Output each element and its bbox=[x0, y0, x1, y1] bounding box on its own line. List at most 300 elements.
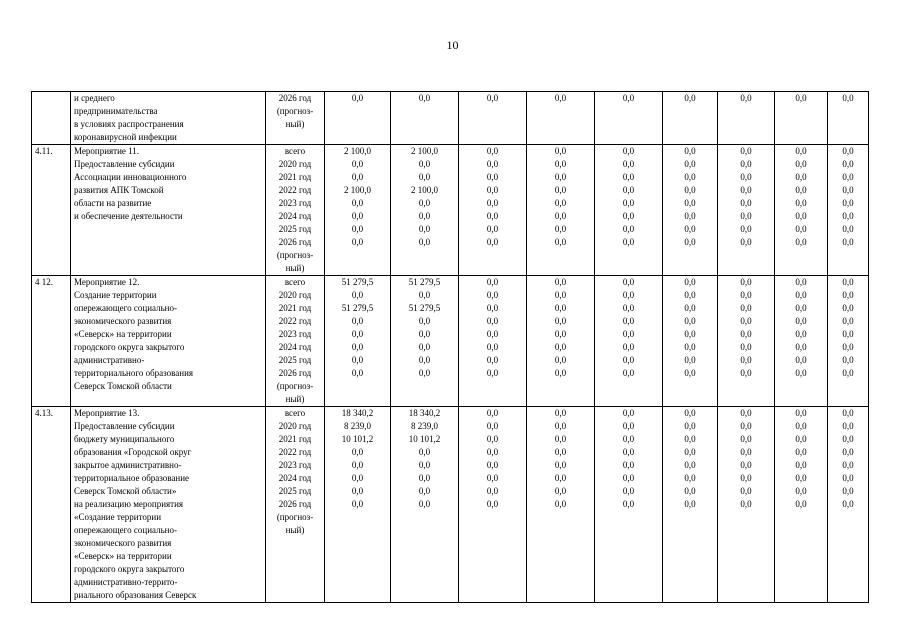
value: 0,0 bbox=[418, 237, 431, 247]
value-cell bbox=[775, 145, 828, 276]
value-cell bbox=[663, 145, 718, 276]
value: 0,0 bbox=[554, 460, 567, 470]
value-cell bbox=[775, 407, 828, 603]
value: 0,0 bbox=[486, 316, 499, 326]
value: 0,0 bbox=[486, 198, 499, 208]
value: 0,0 bbox=[486, 159, 499, 169]
value: 0,0 bbox=[418, 316, 431, 326]
spacer bbox=[828, 393, 868, 406]
value: 0,0 bbox=[622, 408, 635, 418]
value: 0,0 bbox=[795, 486, 807, 496]
spacer bbox=[718, 380, 774, 393]
value: 0,0 bbox=[740, 224, 752, 234]
value: 0,0 bbox=[418, 460, 431, 470]
value-cell bbox=[718, 145, 775, 276]
value: 0,0 bbox=[795, 499, 807, 509]
value: 0,0 bbox=[486, 329, 499, 339]
value: 0,0 bbox=[622, 303, 635, 313]
spacer bbox=[391, 511, 458, 524]
item-name-line: Северск Томской области bbox=[74, 381, 172, 391]
period-label: всего bbox=[284, 277, 306, 287]
value: 0,0 bbox=[418, 198, 431, 208]
value: 0,0 bbox=[554, 499, 567, 509]
value: 0,0 bbox=[795, 329, 807, 339]
period-label: всего bbox=[284, 408, 306, 418]
value: 0,0 bbox=[486, 434, 499, 444]
item-name-line: Мероприятие 11. bbox=[74, 146, 140, 156]
value: 0,0 bbox=[795, 146, 807, 156]
value: 0,0 bbox=[842, 303, 854, 313]
spacer bbox=[459, 524, 526, 537]
value: 0,0 bbox=[795, 460, 807, 470]
value: 0,0 bbox=[842, 460, 854, 470]
value: 0,0 bbox=[622, 460, 635, 470]
value: 0,0 bbox=[554, 342, 567, 352]
value-cell bbox=[527, 92, 595, 145]
value: 0,0 bbox=[418, 368, 431, 378]
value: 0,0 bbox=[740, 146, 752, 156]
value-cell bbox=[527, 276, 595, 407]
value: 0,0 bbox=[740, 434, 752, 444]
value: 0,0 bbox=[740, 198, 752, 208]
period-label: 2026 год bbox=[278, 93, 312, 103]
value: 0,0 bbox=[684, 237, 696, 247]
value: 0,0 bbox=[842, 329, 854, 339]
value: 0,0 bbox=[486, 421, 499, 431]
spacer bbox=[527, 118, 594, 131]
value: 0,0 bbox=[842, 434, 854, 444]
item-name-line: риального образования Северск bbox=[74, 590, 197, 600]
value: 0,0 bbox=[684, 329, 696, 339]
value: 0,0 bbox=[684, 303, 696, 313]
value: 0,0 bbox=[486, 224, 499, 234]
item-name-line: административно-террито- bbox=[74, 577, 178, 587]
value: 0,0 bbox=[795, 447, 807, 457]
period-label: 2026 год bbox=[278, 368, 312, 378]
period-label: 2020 год bbox=[278, 159, 312, 169]
value-cell bbox=[828, 407, 869, 603]
item-name-line: закрытое административно- bbox=[74, 460, 182, 470]
value-cell bbox=[828, 92, 869, 145]
value: 0,0 bbox=[740, 486, 752, 496]
budget-table bbox=[31, 91, 869, 603]
value: 0,0 bbox=[418, 329, 431, 339]
value: 0,0 bbox=[622, 237, 635, 247]
period-label: (прогноз- bbox=[276, 106, 314, 116]
value-cell bbox=[527, 145, 595, 276]
value: 0,0 bbox=[418, 224, 431, 234]
spacer bbox=[775, 262, 827, 275]
period-label: ный) bbox=[285, 394, 305, 404]
value: 0,0 bbox=[554, 290, 567, 300]
value: 0,0 bbox=[554, 473, 567, 483]
value: 0,0 bbox=[554, 434, 567, 444]
value: 0,0 bbox=[740, 355, 752, 365]
item-name-line: на реализацию мероприятия bbox=[74, 499, 184, 509]
value: 0,0 bbox=[842, 342, 854, 352]
value: 0,0 bbox=[795, 93, 807, 103]
period-label: 2020 год bbox=[278, 421, 312, 431]
value: 51 279,5 bbox=[341, 303, 374, 313]
value-cell bbox=[325, 407, 391, 603]
spacer bbox=[459, 118, 526, 131]
spacer bbox=[527, 105, 594, 118]
period-label: 2022 год bbox=[278, 185, 312, 195]
item-name-line: опережающего социально- bbox=[74, 303, 177, 313]
item-name-line: образования «Городской округ bbox=[74, 447, 192, 457]
value: 0,0 bbox=[622, 277, 635, 287]
period-label: (прогноз- bbox=[276, 512, 314, 522]
value: 0,0 bbox=[684, 146, 696, 156]
value: 0,0 bbox=[351, 316, 364, 326]
value: 0,0 bbox=[351, 368, 364, 378]
item-name-line: и обеспечение деятельности bbox=[74, 211, 183, 221]
spacer bbox=[595, 249, 662, 262]
value: 0,0 bbox=[351, 486, 364, 496]
item-name-line: опережающего социально- bbox=[74, 525, 177, 535]
item-name-line: «Создание территории bbox=[74, 512, 162, 522]
value-cell bbox=[663, 407, 718, 603]
value: 0,0 bbox=[795, 316, 807, 326]
spacer bbox=[775, 511, 827, 524]
value: 10 101,2 bbox=[341, 434, 374, 444]
spacer bbox=[391, 118, 458, 131]
value: 2 100,0 bbox=[344, 146, 371, 156]
value-cell bbox=[391, 407, 459, 603]
value: 0,0 bbox=[842, 211, 854, 221]
spacer bbox=[595, 393, 662, 406]
spacer bbox=[718, 511, 774, 524]
item-name-line: развития АПК Томской bbox=[74, 185, 164, 195]
value: 0,0 bbox=[418, 93, 431, 103]
value: 0,0 bbox=[351, 499, 364, 509]
value: 0,0 bbox=[418, 290, 431, 300]
item-name-line: территориального образования bbox=[74, 368, 194, 378]
item-name-line: области на развитие bbox=[74, 198, 152, 208]
spacer bbox=[459, 105, 526, 118]
value: 0,0 bbox=[842, 146, 854, 156]
page-number: 10 bbox=[446, 38, 459, 52]
item-number: 4.13. bbox=[32, 407, 71, 603]
item-name-line: предпринимательства bbox=[74, 106, 158, 116]
value: 0,0 bbox=[418, 499, 431, 509]
item-name-line: Ассоциации инновационного bbox=[74, 172, 187, 182]
value: 0,0 bbox=[740, 237, 752, 247]
value: 0,0 bbox=[842, 198, 854, 208]
value-cell bbox=[775, 276, 828, 407]
item-name-line: Предоставление субсидии bbox=[74, 159, 175, 169]
value-cell bbox=[775, 92, 828, 145]
period-cell bbox=[266, 407, 325, 603]
item-name-line: Создание территории bbox=[74, 290, 157, 300]
value: 0,0 bbox=[622, 93, 635, 103]
value: 51 279,5 bbox=[341, 277, 374, 287]
spacer bbox=[828, 105, 868, 118]
spacer bbox=[459, 393, 526, 406]
value: 0,0 bbox=[622, 355, 635, 365]
value-cell bbox=[718, 407, 775, 603]
period-label: 2023 год bbox=[278, 329, 312, 339]
value: 8 239,0 bbox=[411, 421, 438, 431]
item-name-line: «Северск» на территории bbox=[74, 329, 172, 339]
period-label: 2020 год bbox=[278, 290, 312, 300]
value: 0,0 bbox=[486, 290, 499, 300]
period-label: 2025 год bbox=[278, 486, 312, 496]
period-label: 2025 год bbox=[278, 224, 312, 234]
value: 0,0 bbox=[842, 421, 854, 431]
value: 0,0 bbox=[684, 277, 696, 287]
value: 0,0 bbox=[684, 185, 696, 195]
spacer bbox=[325, 393, 390, 406]
value: 0,0 bbox=[554, 368, 567, 378]
value: 0,0 bbox=[740, 499, 752, 509]
value: 0,0 bbox=[486, 355, 499, 365]
value: 0,0 bbox=[842, 185, 854, 195]
value: 0,0 bbox=[795, 172, 807, 182]
value: 0,0 bbox=[554, 303, 567, 313]
item-name-line: коронавирусной инфекции bbox=[74, 132, 177, 142]
value: 0,0 bbox=[486, 303, 499, 313]
value: 0,0 bbox=[486, 499, 499, 509]
item-name-line: Северск Томской области» bbox=[74, 486, 177, 496]
value: 0,0 bbox=[740, 172, 752, 182]
spacer bbox=[325, 262, 390, 275]
spacer bbox=[663, 262, 717, 275]
spacer bbox=[325, 511, 390, 524]
spacer bbox=[595, 118, 662, 131]
value: 0,0 bbox=[622, 172, 635, 182]
value: 0,0 bbox=[684, 447, 696, 457]
value: 0,0 bbox=[351, 290, 364, 300]
value: 0,0 bbox=[740, 460, 752, 470]
value: 0,0 bbox=[795, 408, 807, 418]
value-cell bbox=[391, 276, 459, 407]
table-row bbox=[32, 92, 869, 145]
item-name-line: бюджету муниципального bbox=[74, 434, 175, 444]
value: 0,0 bbox=[418, 447, 431, 457]
value: 0,0 bbox=[842, 237, 854, 247]
value: 0,0 bbox=[740, 329, 752, 339]
value: 0,0 bbox=[684, 408, 696, 418]
period-label: ный) bbox=[285, 263, 305, 273]
value: 0,0 bbox=[486, 93, 499, 103]
period-label: 2024 год bbox=[278, 342, 312, 352]
spacer bbox=[775, 249, 827, 262]
value: 0,0 bbox=[795, 368, 807, 378]
value: 0,0 bbox=[684, 421, 696, 431]
value: 0,0 bbox=[351, 329, 364, 339]
spacer bbox=[325, 249, 390, 262]
value-cell bbox=[325, 276, 391, 407]
spacer bbox=[459, 262, 526, 275]
value-cell bbox=[718, 276, 775, 407]
period-label: (прогноз- bbox=[276, 250, 314, 260]
value: 0,0 bbox=[684, 211, 696, 221]
value: 0,0 bbox=[622, 473, 635, 483]
period-label: 2022 год bbox=[278, 447, 312, 457]
spacer bbox=[391, 105, 458, 118]
value: 0,0 bbox=[351, 447, 364, 457]
item-name-line: и среднего bbox=[74, 93, 115, 103]
value: 0,0 bbox=[795, 277, 807, 287]
value: 0,0 bbox=[795, 185, 807, 195]
period-label: (прогноз- bbox=[276, 381, 314, 391]
value: 0,0 bbox=[351, 224, 364, 234]
value: 0,0 bbox=[554, 355, 567, 365]
spacer bbox=[828, 249, 868, 262]
spacer bbox=[828, 262, 868, 275]
spacer bbox=[459, 249, 526, 262]
period-cell bbox=[266, 276, 325, 407]
spacer bbox=[718, 524, 774, 537]
value: 0,0 bbox=[622, 159, 635, 169]
value: 0,0 bbox=[740, 421, 752, 431]
value: 0,0 bbox=[842, 408, 854, 418]
item-number: 4 12. bbox=[32, 276, 71, 407]
value-cell bbox=[459, 145, 527, 276]
spacer bbox=[527, 249, 594, 262]
value: 0,0 bbox=[351, 342, 364, 352]
value: 0,0 bbox=[740, 408, 752, 418]
period-label: 2024 год bbox=[278, 473, 312, 483]
spacer bbox=[325, 380, 390, 393]
value: 0,0 bbox=[622, 421, 635, 431]
value: 0,0 bbox=[684, 198, 696, 208]
spacer bbox=[595, 511, 662, 524]
value: 0,0 bbox=[684, 224, 696, 234]
period-cell bbox=[266, 92, 325, 145]
value: 0,0 bbox=[554, 224, 567, 234]
value: 0,0 bbox=[684, 368, 696, 378]
value: 0,0 bbox=[486, 486, 499, 496]
value: 2 100,0 bbox=[411, 146, 438, 156]
value: 0,0 bbox=[351, 473, 364, 483]
value-cell bbox=[459, 407, 527, 603]
value: 0,0 bbox=[351, 159, 364, 169]
item-name-line: экономического развития bbox=[74, 538, 172, 548]
value: 0,0 bbox=[486, 473, 499, 483]
value: 0,0 bbox=[842, 355, 854, 365]
spacer bbox=[663, 524, 717, 537]
value: 0,0 bbox=[351, 172, 364, 182]
value: 0,0 bbox=[842, 172, 854, 182]
value: 0,0 bbox=[486, 460, 499, 470]
value: 0,0 bbox=[740, 93, 752, 103]
value: 51 279,5 bbox=[408, 303, 441, 313]
spacer bbox=[828, 524, 868, 537]
item-name bbox=[71, 92, 266, 145]
value: 0,0 bbox=[351, 237, 364, 247]
value: 0,0 bbox=[684, 473, 696, 483]
value: 0,0 bbox=[795, 159, 807, 169]
value: 0,0 bbox=[554, 172, 567, 182]
value-cell bbox=[595, 145, 663, 276]
spacer bbox=[325, 105, 390, 118]
spacer bbox=[527, 393, 594, 406]
spacer bbox=[718, 105, 774, 118]
spacer bbox=[718, 249, 774, 262]
value: 0,0 bbox=[842, 224, 854, 234]
value: 0,0 bbox=[740, 316, 752, 326]
table-row bbox=[32, 145, 869, 276]
value: 0,0 bbox=[554, 185, 567, 195]
value: 0,0 bbox=[795, 198, 807, 208]
spacer bbox=[663, 249, 717, 262]
value-cell bbox=[595, 407, 663, 603]
value: 18 340,2 bbox=[408, 408, 441, 418]
item-name-line: административно- bbox=[74, 355, 145, 365]
value: 0,0 bbox=[842, 93, 854, 103]
value-cell bbox=[391, 145, 459, 276]
value: 0,0 bbox=[418, 342, 431, 352]
value: 0,0 bbox=[842, 473, 854, 483]
spacer bbox=[391, 393, 458, 406]
value: 0,0 bbox=[554, 198, 567, 208]
value: 0,0 bbox=[684, 159, 696, 169]
value: 0,0 bbox=[486, 408, 499, 418]
spacer bbox=[595, 524, 662, 537]
value: 0,0 bbox=[554, 486, 567, 496]
period-label: 2021 год bbox=[278, 303, 312, 313]
period-label: ный) bbox=[285, 525, 305, 535]
item-name-line: городского округа закрытого bbox=[74, 342, 185, 352]
spacer bbox=[663, 380, 717, 393]
value: 0,0 bbox=[622, 486, 635, 496]
value: 8 239,0 bbox=[344, 421, 371, 431]
value-cell bbox=[718, 92, 775, 145]
value: 0,0 bbox=[418, 159, 431, 169]
period-label: 2022 год bbox=[278, 316, 312, 326]
value: 18 340,2 bbox=[341, 408, 374, 418]
spacer bbox=[828, 380, 868, 393]
item-number: 4.11. bbox=[32, 145, 71, 276]
item-name-line: территориальное образование bbox=[74, 473, 190, 483]
value: 0,0 bbox=[486, 368, 499, 378]
value: 0,0 bbox=[622, 211, 635, 221]
value: 0,0 bbox=[622, 316, 635, 326]
value: 0,0 bbox=[842, 316, 854, 326]
value-cell bbox=[459, 276, 527, 407]
value: 0,0 bbox=[622, 368, 635, 378]
value: 0,0 bbox=[684, 93, 696, 103]
value: 0,0 bbox=[740, 277, 752, 287]
spacer bbox=[459, 380, 526, 393]
spacer bbox=[718, 393, 774, 406]
value-cell bbox=[828, 276, 869, 407]
value: 0,0 bbox=[795, 434, 807, 444]
value: 0,0 bbox=[554, 421, 567, 431]
item-number bbox=[32, 92, 71, 145]
value: 0,0 bbox=[554, 93, 567, 103]
value: 0,0 bbox=[418, 172, 431, 182]
period-label: 2023 год bbox=[278, 198, 312, 208]
value: 0,0 bbox=[486, 146, 499, 156]
value: 0,0 bbox=[842, 447, 854, 457]
value: 2 100,0 bbox=[411, 185, 438, 195]
value: 0,0 bbox=[351, 460, 364, 470]
value-cell bbox=[325, 92, 391, 145]
period-label: 2021 год bbox=[278, 172, 312, 182]
item-name bbox=[71, 145, 266, 276]
period-cell bbox=[266, 145, 325, 276]
value-cell bbox=[595, 92, 663, 145]
spacer bbox=[527, 380, 594, 393]
spacer bbox=[595, 262, 662, 275]
value: 0,0 bbox=[795, 290, 807, 300]
spacer bbox=[391, 380, 458, 393]
value: 10 101,2 bbox=[408, 434, 441, 444]
value: 0,0 bbox=[740, 447, 752, 457]
